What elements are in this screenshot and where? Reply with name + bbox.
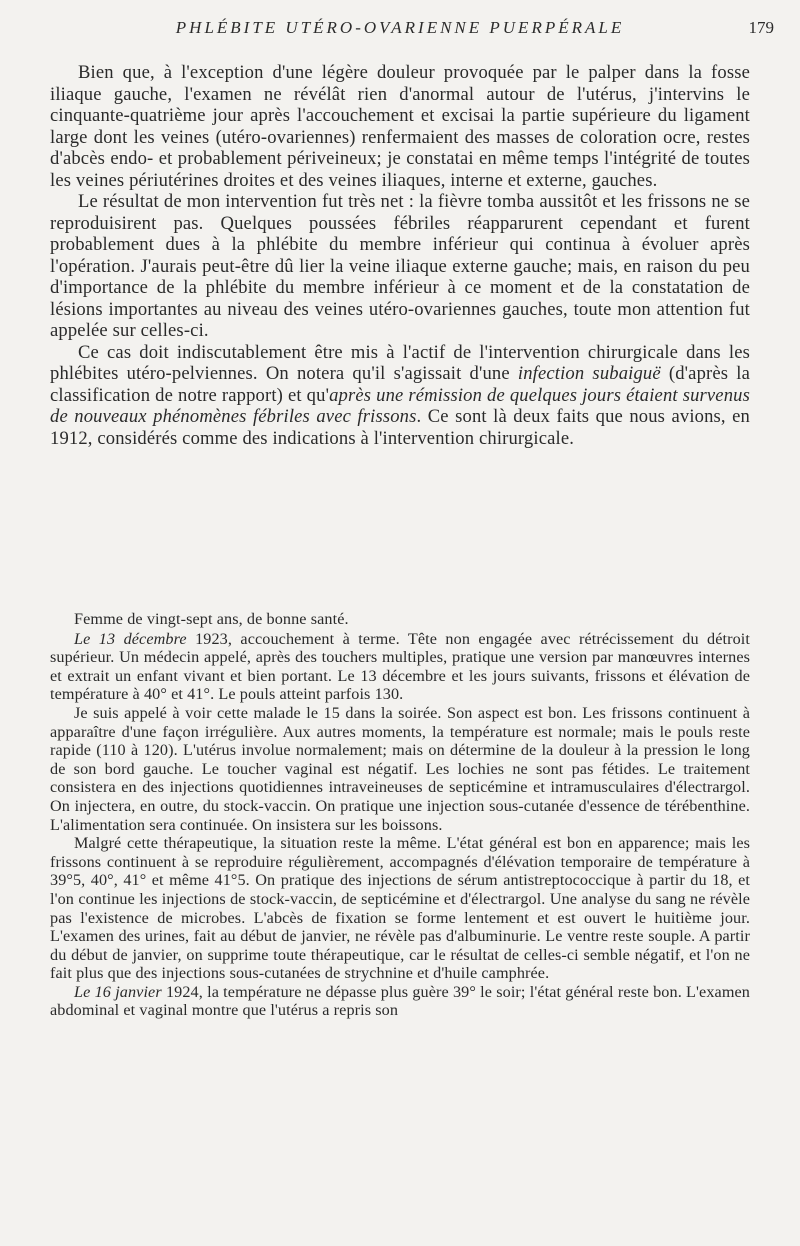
text-run: (d'après la classification de notre rapport) et qu' bbox=[50, 363, 750, 406]
text-run: . Ce sont là deux faits que nous avions, en 1912, considérés comme des indications à l'intervention chirurgicale. bbox=[50, 406, 750, 449]
paragraph: Le résultat de mon intervention fut très net : la fièvre tomba aussitôt et les frissons ne se reproduisirent pas. Quelques poussées fébriles réapparurent cependant et furent probablement dues à la phlébite du membre inférieur qui continua à évoluer après l'opération. J'aurais peut-être dû lier la veine iliaque externe gauche; mais, en raison du peu d'importance de la phlébite du membre inférieur à ce moment et de la constatation de lésions importantes au niveau des veines utéro-ovariennes gauches, toute mon attention fut appelée sur celles-ci. bbox=[50, 191, 750, 341]
paragraph bbox=[50, 983, 750, 1020]
case-report bbox=[50, 610, 750, 1020]
paragraph bbox=[50, 630, 750, 704]
emphasis: infection subaiguë bbox=[517, 363, 661, 384]
running-title: PHLÉBITE UTÉRO-OVARIENNE PUERPÉRALE bbox=[175, 18, 625, 37]
paragraph: Malgré cette thérapeutique, la situation reste la même. L'état général est bon en apparence; mais les frissons continuent à se reproduire régulièrement, accompagnés d'élévation temporaire de température à 39°5, 40°, 41° et même 41°5. On pratique des injections de sérum antistreptococcique à partir du 18, et l'on continue les injections de stock-vaccin, de septicémine et d'électrargol. Une analyse du sang ne révèle pas l'existence de microbes. L'abcès de fixation se forme lentement et est ouvert le huitième jour. L'examen des urines, fait au début de janvier, ne révèle pas d'albuminurie. Le ventre reste souple. A partir du début de janvier, on supprime toute thérapeutique, car le résultat de celles-ci semble négatif, et l'on ne fait plus que des injections sous-cutanées de strychnine et d'huile camphrée. bbox=[50, 834, 750, 983]
date-emphasis: Le 16 janvier bbox=[74, 982, 162, 1001]
page-number: 179 bbox=[748, 18, 774, 37]
case-lead: Femme de vingt-sept ans, de bonne santé. bbox=[74, 610, 349, 628]
main-text bbox=[50, 62, 750, 449]
date-emphasis: Le 13 décembre bbox=[74, 629, 187, 648]
paragraph: Je suis appelé à voir cette malade le 15 dans la soirée. Son aspect est bon. Les frissons continuent à apparaître d'une façon irrégulière. Aux autres moments, la température est normale; mais le pouls reste rapide (110 à 120). L'utérus involue normalement; mais on détermine de la douleur à la pression le long de son bord gauche. Le toucher vaginal est négatif. Les lochies ne sont pas fétides. Le traitement consistera en des injections quotidiennes intraveineuses de septicémine et intramusculaires d'électrargol. On injectera, en outre, du stock-vaccin. On pratique une injection sous-cutanée d'essence de térébenthine. L'alimentation sera continuée. On insistera sur les boissons. bbox=[50, 703, 750, 834]
paragraph bbox=[50, 342, 750, 450]
emphasis: après une rémission de quelques jours étaient survenus de nouveaux phénomènes fébriles avec frissons bbox=[50, 384, 750, 427]
page-header bbox=[0, 18, 800, 48]
text-run: Ce cas doit indiscutablement être mis à l'actif de l'intervention chirurgicale dans les phlébites utéro-pelviennes. On notera qu'il s'agissait d'une bbox=[50, 341, 750, 384]
text-run: 1924, la température ne dépasse plus guère 39° le soir; l'état général reste bon. L'examen abdominal et vaginal montre que l'utérus a repris son bbox=[50, 982, 750, 1020]
text-run: 1923, accouchement à terme. Tête non engagée avec rétrécissement du détroit supérieur. Un médecin appelé, après des touchers multiples, pratique une version par manœuvres internes et extrait un enfant vivant et bien portant. Le 13 décembre et les jours suivants, frissons et élévation de température à 40° et 41°. Le pouls atteint parfois 130. bbox=[50, 629, 751, 704]
paragraph: Bien que, à l'exception d'une légère douleur provoquée par le palper dans la fosse iliaque gauche, l'examen ne révélât rien d'anormal autour de l'utérus, j'intervins le cinquante-quatrième jour après l'accouchement et excisai la partie supérieure du ligament large dont les veines (utéro-ovariennes) renfermaient des masses de coloration ocre, restes d'abcès endo- et probablement périveineux; je constatai en même temps l'intégrité de toutes les veines périutérines droites et des veines iliaques, interne et externe, gauches. bbox=[50, 62, 750, 191]
